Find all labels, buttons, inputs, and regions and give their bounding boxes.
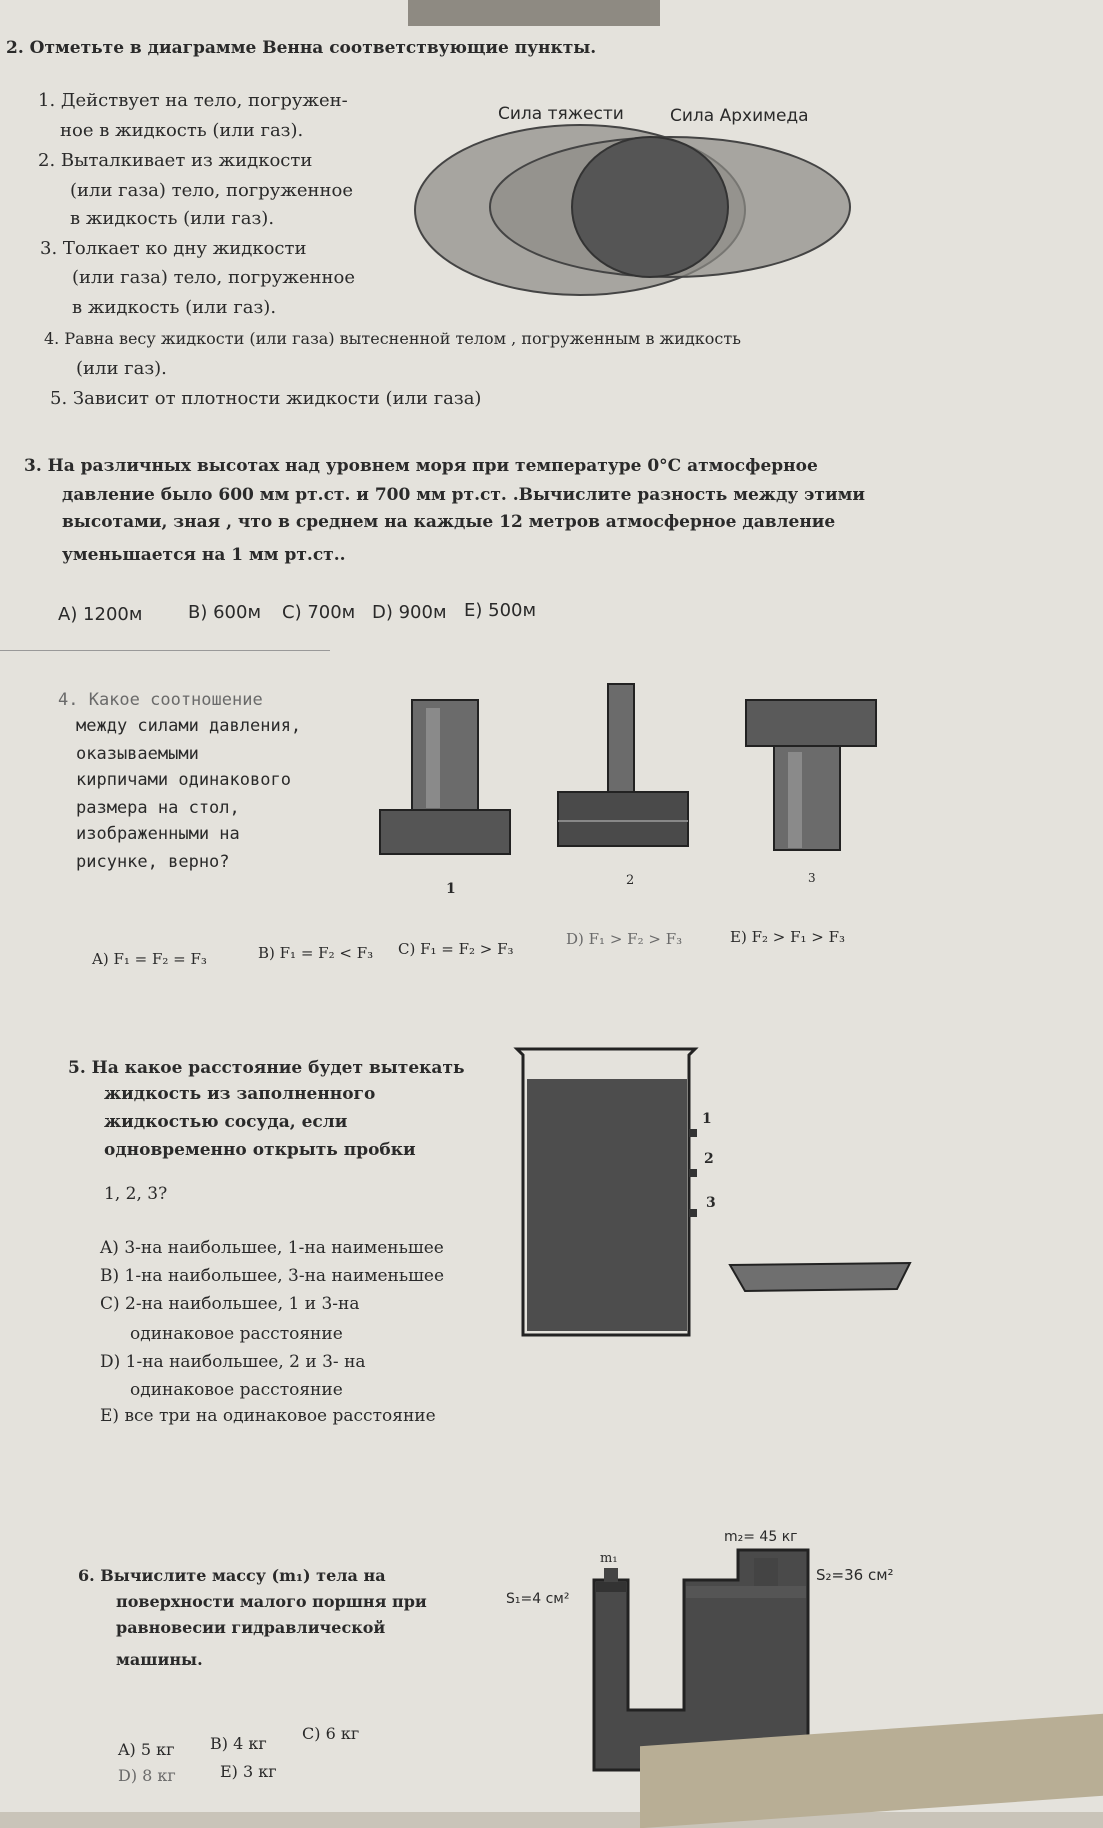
plug-label-3: 3 <box>706 1195 716 1211</box>
plug-1 <box>689 1129 697 1137</box>
tray <box>730 1263 910 1291</box>
divider-line <box>0 650 330 651</box>
q5-line: 5. На какое расстояние будет вытекать <box>68 1058 465 1078</box>
q4-option-b: B) F₁ = F₂ < F₃ <box>258 944 374 962</box>
q4-line: изображенными на <box>76 824 240 844</box>
q4-option-c: C) F₁ = F₂ > F₃ <box>398 940 514 958</box>
q2-item-line: (или газа) тело, погруженное <box>72 267 356 288</box>
q4-option-e: E) F₂ > F₁ > F₃ <box>730 928 846 946</box>
label-m2: m₂= 45 кг <box>724 1529 798 1545</box>
q5-option-b: B) 1-на наибольшее, 3-на наименьшее <box>100 1266 445 1286</box>
top-paper-scrap <box>408 0 660 26</box>
venn-left-label: Сила тяжести <box>498 104 624 124</box>
q4-line: рисунке, верно? <box>76 852 230 872</box>
small-piston <box>596 1582 626 1592</box>
plug-3 <box>689 1209 697 1217</box>
q6-line: 6. Вычислите массу (m₁) тела на <box>78 1566 386 1585</box>
label-s2: S₂=36 см² <box>816 1566 894 1584</box>
q2-item-line: 4. Равна весу жидкости (или газа) вытесненной телом , погруженным в жидкость <box>44 329 741 348</box>
q4-option-d: D) F₁ > F₂ > F₃ <box>566 930 683 948</box>
q2-item-line: 3. Толкает ко дну жидкости <box>40 238 307 259</box>
q4-option-a: A) F₁ = F₂ = F₃ <box>92 950 207 968</box>
large-mass <box>754 1558 778 1586</box>
venn-right-label: Сила Архимеда <box>670 106 809 126</box>
label-s1: S₁=4 см² <box>506 1591 570 1607</box>
q6-option-b: B) 4 кг <box>210 1734 267 1753</box>
q3-option-e: E) 500м <box>464 600 537 621</box>
q5-line: 1, 2, 3? <box>104 1184 168 1204</box>
brick-arrangement-1 <box>380 700 510 854</box>
q5-option-d-cont: одинаковое расстояние <box>130 1380 343 1400</box>
q2-item-line: в жидкость (или газ). <box>70 208 275 229</box>
q4-line: кирпичами одинакового <box>76 770 291 790</box>
q4-line: 4. Какое соотношение <box>58 690 263 710</box>
label-m1: m₁ <box>600 1551 618 1566</box>
plug-label-2: 2 <box>704 1151 714 1167</box>
q3-option-b: B) 600м <box>188 602 262 623</box>
q6-line: поверхности малого поршня при <box>116 1592 427 1611</box>
q5-line: жидкость из заполненного <box>104 1084 376 1104</box>
q5-option-c-cont: одинаковое расстояние <box>130 1324 343 1344</box>
q5-option-e: E) все три на одинаковое расстояние <box>100 1406 436 1426</box>
q3-line: давление было 600 мм рт.ст. и 700 мм рт.ст. .Вычислите разность между этими <box>62 485 865 505</box>
q6-option-a: A) 5 кг <box>118 1740 175 1759</box>
q5-option-a: A) 3-на наибольшее, 1-на наименьшее <box>100 1238 444 1258</box>
q4-line: между силами давления, <box>76 716 302 736</box>
q6-line: равновесии гидравлической <box>116 1618 386 1637</box>
brick-label-3: 3 <box>808 871 816 885</box>
q3-option-a: A) 1200м <box>58 604 143 625</box>
q2-item-line: 1. Действует на тело, погружен- <box>38 90 348 111</box>
brick-label-1: 1 <box>446 881 456 897</box>
q3-line: уменьшается на 1 мм рт.ст.. <box>62 545 346 565</box>
brick-label-2: 2 <box>626 873 635 888</box>
q2-title: 2. Отметьте в диаграмме Венна соответствующие пункты. <box>6 38 597 58</box>
q3-line: 3. На различных высотах над уровнем моря при температуре 0°C атмосферное <box>24 456 818 476</box>
q6-option-e: E) 3 кг <box>220 1762 277 1781</box>
q5-option-c: C) 2-на наибольшее, 1 и 3-на <box>100 1294 360 1314</box>
q2-item-line: (или газ). <box>76 358 167 379</box>
small-mass <box>604 1568 618 1582</box>
q2-item-line: 2. Выталкивает из жидкости <box>38 150 313 171</box>
q6-line: машины. <box>116 1650 203 1669</box>
brick-arrangement-3 <box>746 700 876 850</box>
q2-item-line: (или газа) тело, погруженное <box>70 180 354 201</box>
q4-line: оказываемыми <box>76 744 199 764</box>
venn-diagram <box>420 95 880 325</box>
q3-line: высотами, зная , что в среднем на каждые 12 метров атмосферное давление <box>62 512 836 532</box>
vessel-liquid <box>527 1079 687 1331</box>
q5-line: одновременно открыть пробки <box>104 1140 416 1160</box>
bricks-figure <box>370 680 890 880</box>
q2-item-line: 5. Зависит от плотности жидкости (или газа) <box>50 388 482 409</box>
q3-option-d: D) 900м <box>372 602 447 623</box>
q2-item-line: ное в жидкость (или газ). <box>60 120 304 141</box>
plug-label-1: 1 <box>702 1111 712 1127</box>
q6-option-c: C) 6 кг <box>302 1724 360 1743</box>
q5-option-d: D) 1-на наибольшее, 2 и 3- на <box>100 1352 366 1372</box>
q2-item-line: в жидкость (или газ). <box>72 297 277 318</box>
q6-option-d: D) 8 кг <box>118 1766 176 1785</box>
q4-line: размера на стол, <box>76 798 240 818</box>
venn-intersection <box>572 137 728 277</box>
q3-option-c: C) 700м <box>282 602 356 623</box>
brick-arrangement-2 <box>558 684 688 846</box>
large-piston <box>686 1586 806 1598</box>
q5-line: жидкостью сосуда, если <box>104 1112 348 1132</box>
plug-2 <box>689 1169 697 1177</box>
